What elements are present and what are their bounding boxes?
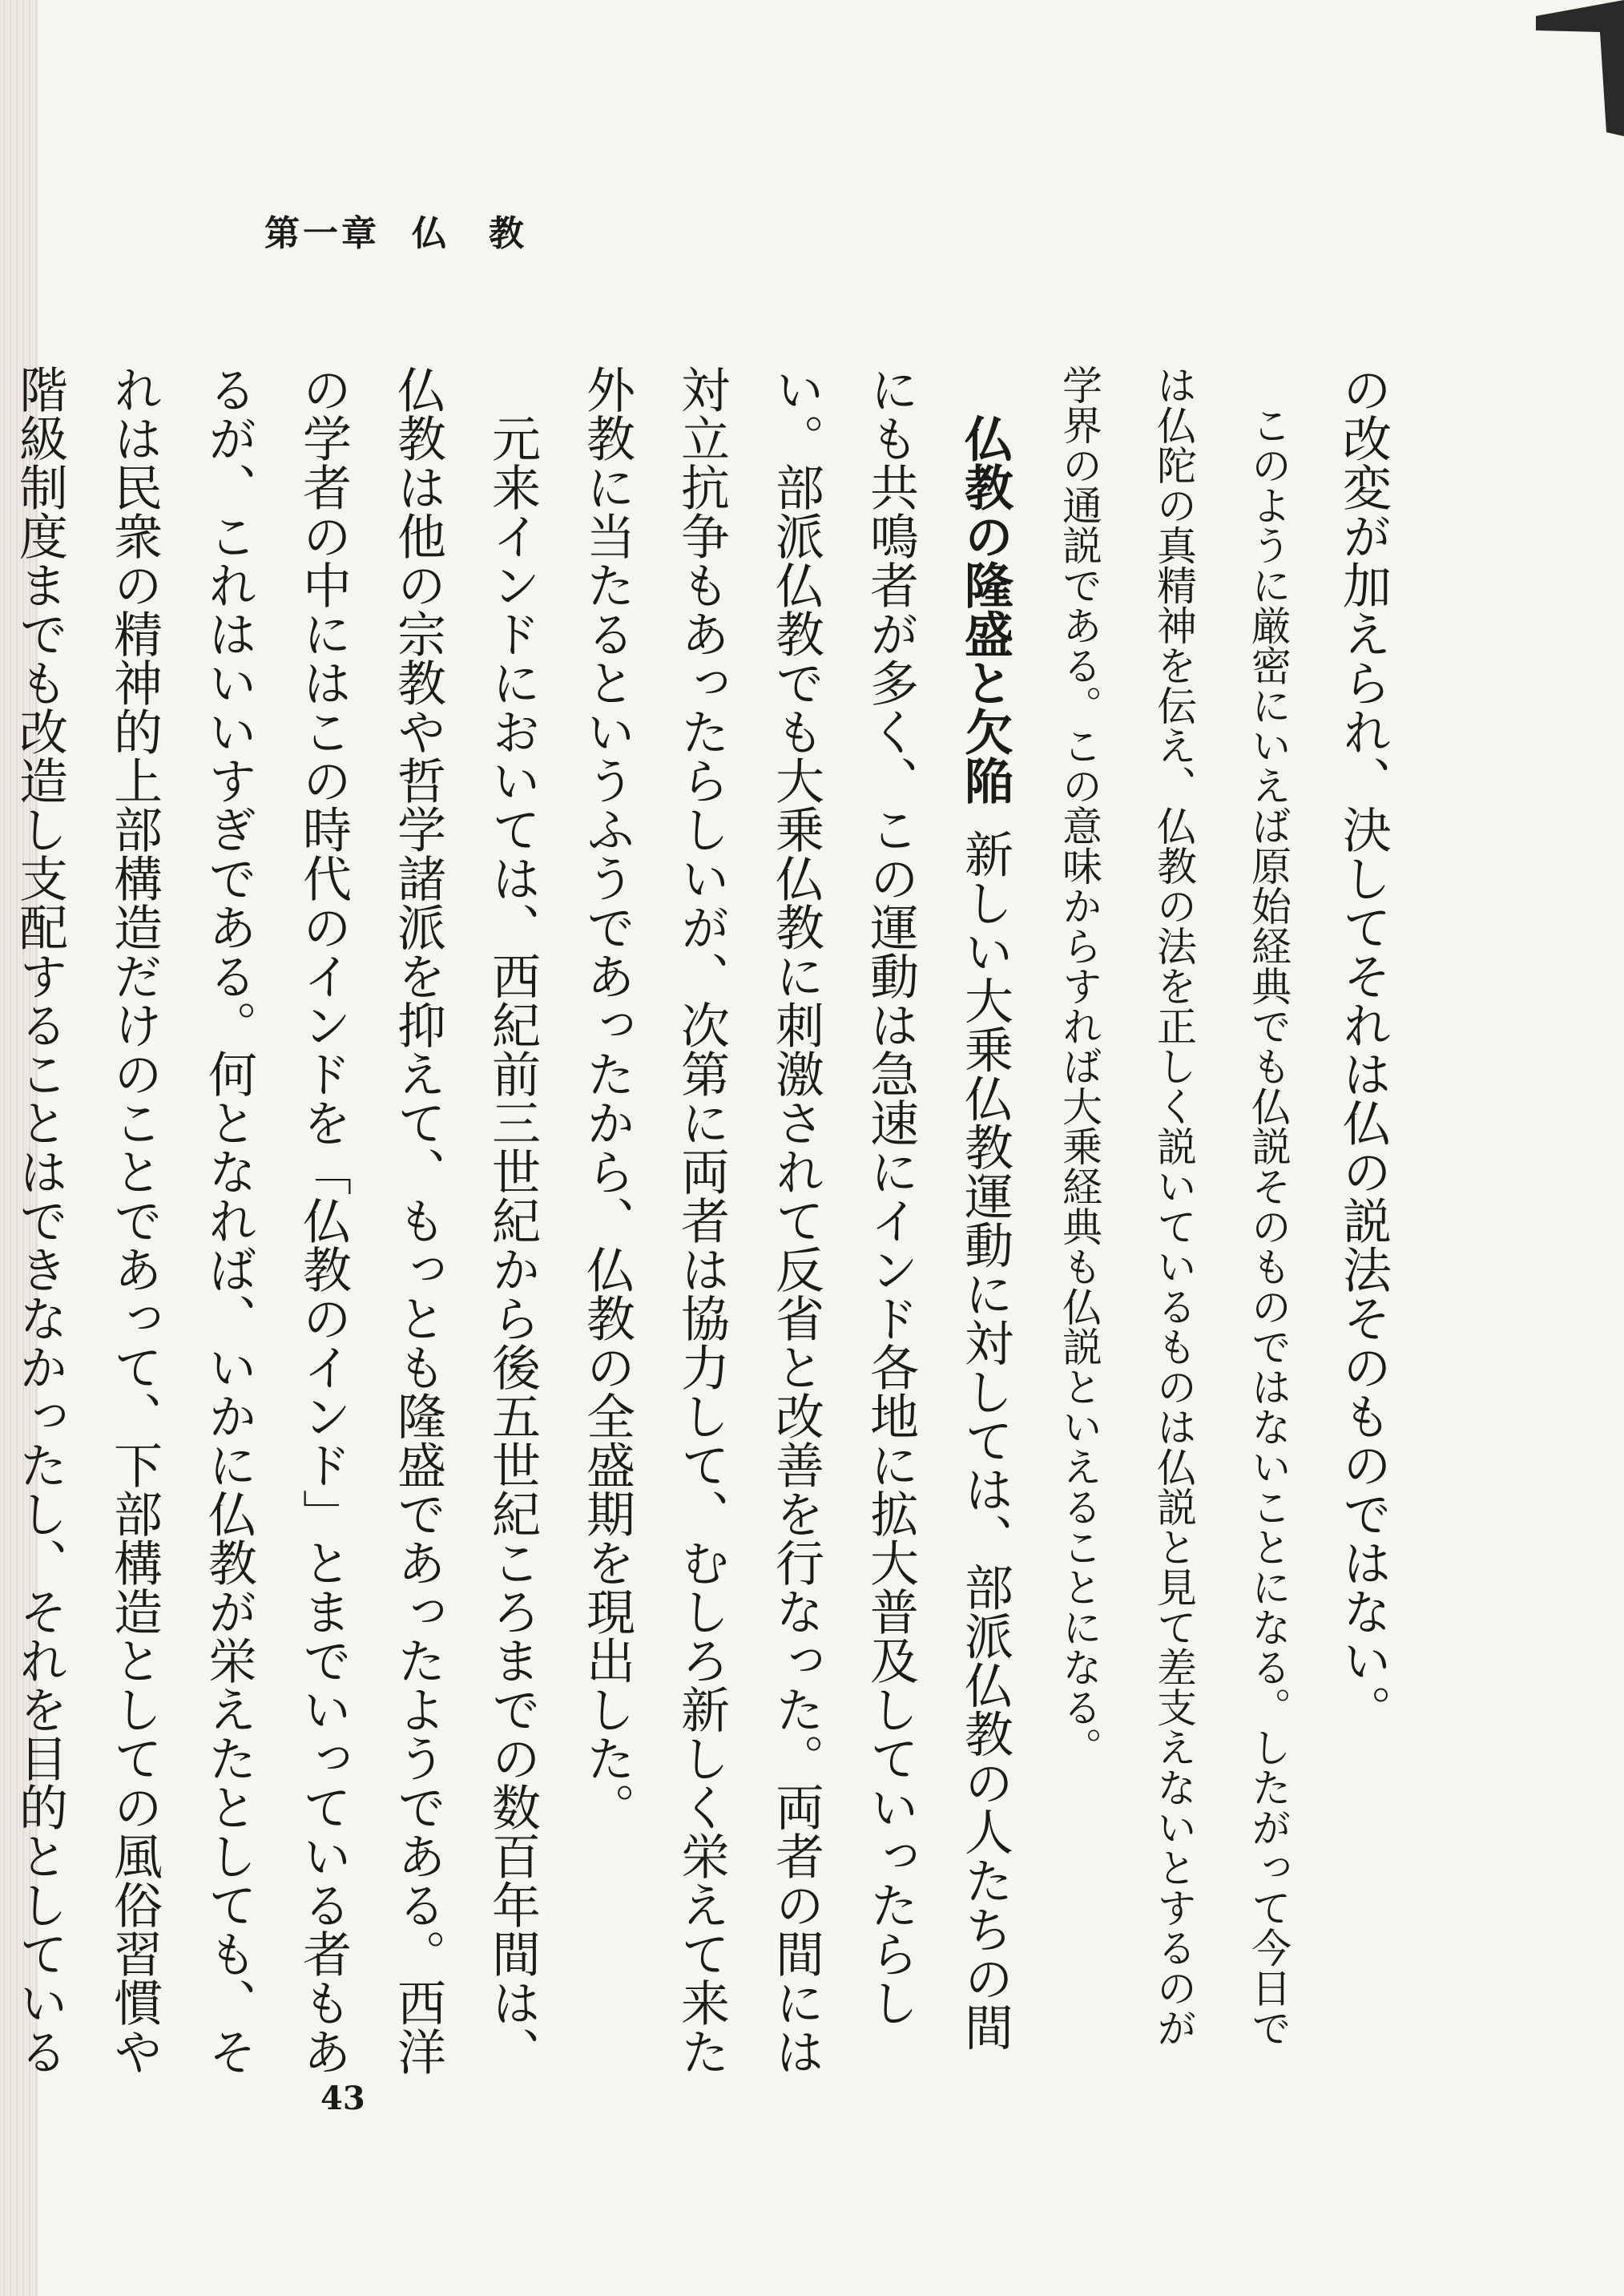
section-heading: 仏教の隆盛と欠陥 xyxy=(957,414,1013,805)
paragraph-3 xyxy=(559,365,1032,2080)
vertical-text-body xyxy=(11,365,1410,2080)
paragraph-4: 元来インドにおいては、西紀前三世紀から後五世紀ころまでの数百年間は、仏教は他の宗教や哲学諸派を抑えて、もっとも隆盛であったようである。西洋の学者の中にはこの時代のインドを「仏教のインド」とまでいっている者もあるが、これはいいすぎである。何となれば、いかに仏教が栄えたとしても、それは民衆の精神的上部構造だけのことであって、下部構造としての風俗習慣や階級制度までも改造し支配することはできなかったし、それを目的としている xyxy=(11,365,541,2076)
running-header xyxy=(264,204,527,256)
chapter-title: 仏 教 xyxy=(412,213,527,254)
paragraph-2: このように厳密にいえば原始経典でも仏説そのものではないことになる。したがって今日では仏陀の真精神を伝え、仏教の法を正しく説いているものは仏説と見て差支えないとするのが学界の通説である。この意味からすれば大乗経典も仏説といえることになる。 xyxy=(1056,365,1292,2048)
paragraph-1: の改変が加えられ、決してそれは仏の説法そのものではない。 xyxy=(1335,365,1392,1733)
paragraph-3-body: 新しい大乗仏教運動に対しては、部派仏教の人たちの間にも共鳴者が多く、この運動は急速にインド各地に拡大普及していったらしい。部派仏教でも大乗仏教に刺激されて反省と改善を行なった。両者の間には対立抗争もあったらしいが、次第に両者は協力して、むしろ新しく栄えて来た外教に当たるというふうであったから、仏教の全盛期を現出した。 xyxy=(578,365,1013,2076)
chapter-label: 第一章 xyxy=(264,213,380,254)
corner-crop-mark xyxy=(1536,0,1624,136)
page-number: 43 xyxy=(320,2080,365,2117)
